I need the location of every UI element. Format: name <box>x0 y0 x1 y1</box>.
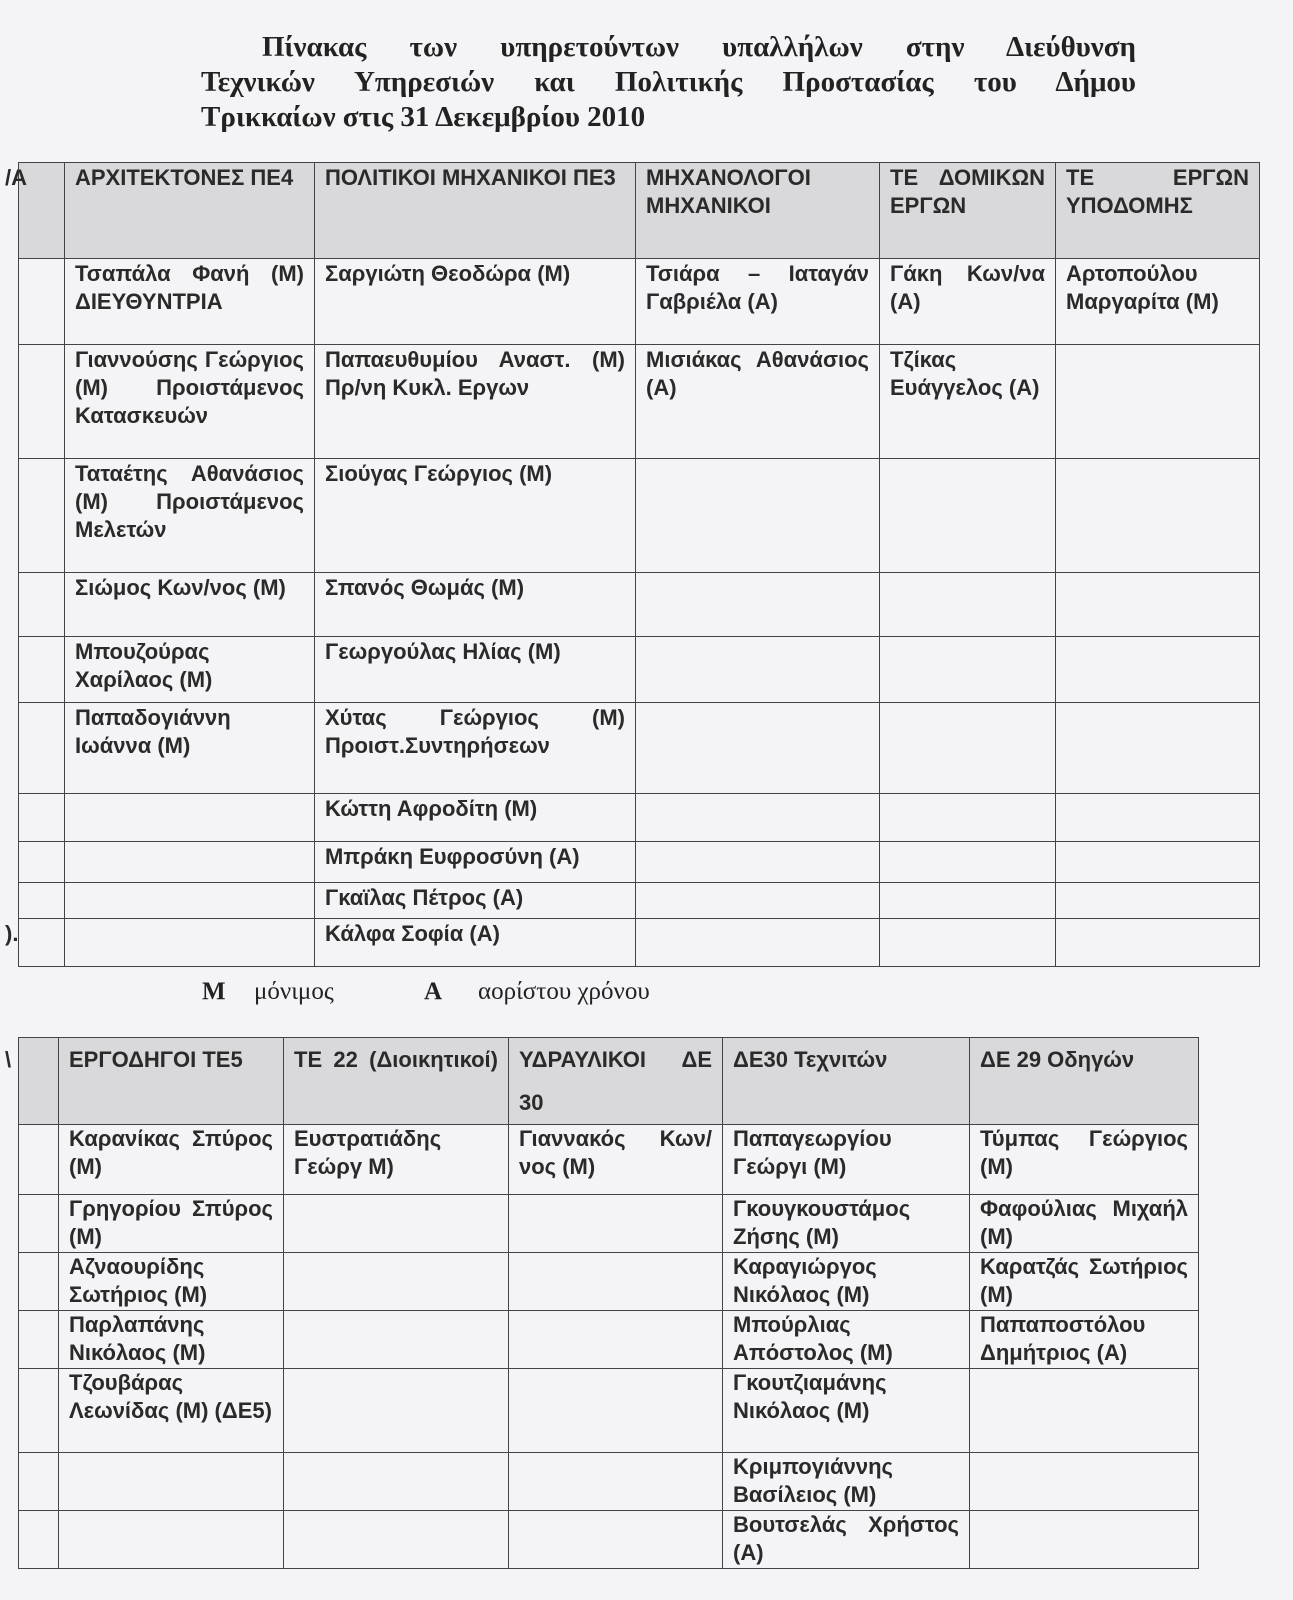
table-row <box>19 1311 1199 1369</box>
staff-table-technicians <box>5 1037 1199 1569</box>
legend-a-code: Α <box>424 978 443 1005</box>
table-row <box>19 1511 1199 1569</box>
cell-architects: Σιώμος Κων/νος (Μ) <box>65 573 315 637</box>
header-architects: ΑΡΧΙΤΕΚΤΟΝΕΣ ΠΕ4 <box>65 163 315 259</box>
cell-number <box>19 345 65 459</box>
cell-foremen <box>59 1511 284 1569</box>
cell-number <box>19 883 65 919</box>
cell-civil-engineers: Σπανός Θωμάς (Μ) <box>315 573 636 637</box>
cell-de30-technicians: Καραγιώργος Νικόλαος (Μ) <box>723 1253 970 1311</box>
cell-te-infrastructure <box>1056 573 1260 637</box>
cell-de29-drivers: Καρατζάς Σωτήριος (Μ) <box>970 1253 1199 1311</box>
cell-de30-technicians: Βουτσελάς Χρήστος (Α) <box>723 1511 970 1569</box>
title-line-3: Τρικκαίων στις 31 Δεκεμβρίου 2010 <box>201 101 646 133</box>
table-row <box>19 1453 1199 1511</box>
cell-de30-technicians: Γκουτζιαμάνης Νικόλαος (Μ) <box>723 1369 970 1453</box>
header-de30-technicians: ΔΕ30 Τεχνιτών <box>723 1038 970 1125</box>
cell-mechanical-engineers <box>636 842 880 883</box>
cell-mechanical-engineers <box>636 919 880 967</box>
cell-number <box>19 1125 59 1195</box>
header-foremen: ΕΡΓΟΔΗΓΟΙ ΤΕ5 <box>59 1038 284 1125</box>
cell-number <box>19 1453 59 1511</box>
cell-te-building <box>880 573 1056 637</box>
cell-plumbers <box>509 1195 723 1253</box>
cell-te22-admin <box>284 1453 509 1511</box>
cell-plumbers <box>509 1369 723 1453</box>
row-number: /Α <box>5 165 27 190</box>
cell-number <box>19 1195 59 1253</box>
cell-architects <box>65 919 315 967</box>
cell-plumbers <box>509 1453 723 1511</box>
cell-civil-engineers: Μπράκη Ευφροσύνη (Α) <box>315 842 636 883</box>
cell-te22-admin <box>284 1311 509 1369</box>
cell-civil-engineers: Παπαευθυμίου Αναστ. (Μ) Πρ/νη Κυκλ. Εργων <box>315 345 636 459</box>
table-row <box>19 883 1260 919</box>
cell-mechanical-engineers <box>636 703 880 794</box>
cell-de30-technicians: Κριμπογιάννης Βασίλειος (Μ) <box>723 1453 970 1511</box>
table-row <box>19 637 1260 703</box>
cell-te-building: Γάκη Κων/να (Α) <box>880 259 1056 345</box>
cell-architects: Ταταέτης Αθανάσιος (Μ) Προιστάμενος Μελετών <box>65 459 315 573</box>
cell-te-infrastructure <box>1056 345 1260 459</box>
cell-number <box>19 1253 59 1311</box>
cell-civil-engineers: Γεωργούλας Ηλίας (Μ) <box>315 637 636 703</box>
cell-civil-engineers: Σιούγας Γεώργιος (Μ) <box>315 459 636 573</box>
table-row <box>19 842 1260 883</box>
header-te-building: ΤΕ ΔΟΜΙΚΩΝ ΕΡΓΩΝ <box>880 163 1056 259</box>
cell-te22-admin <box>284 1195 509 1253</box>
cell-de30-technicians: Παπαγεωργίου Γεώργι (Μ) <box>723 1125 970 1195</box>
cell-de29-drivers: Τύμπας Γεώργιος (Μ) <box>970 1125 1199 1195</box>
cell-architects: Παπαδογιάννη Ιωάννα (Μ) <box>65 703 315 794</box>
cell-mechanical-engineers <box>636 459 880 573</box>
table-row <box>19 1125 1199 1195</box>
table-row <box>19 259 1260 345</box>
cell-architects: Μπουζούρας Χαρίλαος (Μ) <box>65 637 315 703</box>
cell-architects <box>65 794 315 842</box>
cell-number <box>19 794 65 842</box>
cell-foremen: Γρηγορίου Σπύρος (Μ) <box>59 1195 284 1253</box>
cell-number <box>19 637 65 703</box>
header-te22-admin: ΤΕ 22 (Διοικητικοί) <box>284 1038 509 1125</box>
cell-number <box>19 703 65 794</box>
cell-number <box>19 259 65 345</box>
cell-te-infrastructure <box>1056 842 1260 883</box>
header-de29-drivers: ΔΕ 29 Οδηγών <box>970 1038 1199 1125</box>
title-line-2: Τεχνικών Υπηρεσιών και Πολιτικής Προστασίας του Δήμου <box>201 66 1136 98</box>
table-row <box>19 1195 1199 1253</box>
cell-te22-admin: Ευστρατιάδης Γεώργ Μ) <box>284 1125 509 1195</box>
cell-plumbers <box>509 1253 723 1311</box>
header-mechanical-engineers: ΜΗΧΑΝΟΛΟΓΟΙ ΜΗΧΑΝΙΚΟΙ <box>636 163 880 259</box>
cell-mechanical-engineers <box>636 637 880 703</box>
cell-foremen: Παρλαπάνης Νικόλαος (Μ) <box>59 1311 284 1369</box>
cell-de29-drivers <box>970 1511 1199 1569</box>
header-row <box>19 163 1260 259</box>
cell-mechanical-engineers <box>636 573 880 637</box>
cell-number <box>19 1311 59 1369</box>
table-row <box>19 573 1260 637</box>
cell-te-building: Τζίκας Ευάγγελος (Α) <box>880 345 1056 459</box>
cell-number <box>19 842 65 883</box>
cell-civil-engineers: Σαργιώτη Θεοδώρα (Μ) <box>315 259 636 345</box>
cell-civil-engineers: Χύτας Γεώργιος (Μ) Προιστ.Συντηρήσεων <box>315 703 636 794</box>
cell-te-infrastructure <box>1056 637 1260 703</box>
legend-m-text: μόνιμος <box>254 978 334 1005</box>
cell-number <box>19 573 65 637</box>
table-row <box>19 703 1260 794</box>
cell-number <box>19 459 65 573</box>
cell-foremen <box>59 1453 284 1511</box>
cell-te-infrastructure: Αρτοπούλου Μαργαρίτα (Μ) <box>1056 259 1260 345</box>
cell-te-infrastructure <box>1056 883 1260 919</box>
cell-civil-engineers: Κάλφα Σοφία (Α) <box>315 919 636 967</box>
table-row <box>19 345 1260 459</box>
cell-civil-engineers: Κώττη Αφροδίτη (Μ) <box>315 794 636 842</box>
cell-te-building <box>880 794 1056 842</box>
table-row <box>19 794 1260 842</box>
table-row <box>19 919 1260 967</box>
header-row <box>19 1038 1199 1125</box>
cell-architects <box>65 883 315 919</box>
staff-table-engineers <box>5 162 1260 967</box>
cell-plumbers <box>509 1311 723 1369</box>
header-plumbers: ΥΔΡΑΥΛΙΚΟΙ ΔΕ 30 <box>509 1038 723 1125</box>
cell-architects: Τσαπάλα Φανή (Μ) ΔΙΕΥΘΥΝΤΡΙΑ <box>65 259 315 345</box>
cell-te-building <box>880 459 1056 573</box>
cell-de29-drivers <box>970 1369 1199 1453</box>
cell-te-building <box>880 842 1056 883</box>
cell-mechanical-engineers: Τσιάρα – Ιαταγάν Γαβριέλα (Α) <box>636 259 880 345</box>
cell-plumbers <box>509 1511 723 1569</box>
cell-te-building <box>880 637 1056 703</box>
cell-de29-drivers: Παπαποστόλου Δημήτριος (Α) <box>970 1311 1199 1369</box>
row-number: \ <box>5 1047 12 1072</box>
cell-number <box>5 919 65 967</box>
table-row <box>19 1369 1199 1453</box>
cell-te-infrastructure <box>1056 459 1260 573</box>
cell-plumbers: Γιαννακός Κων/νος (Μ) <box>509 1125 723 1195</box>
header-te-infrastructure: ΤΕ ΕΡΓΩΝ ΥΠΟΔΟΜΗΣ <box>1056 163 1260 259</box>
cell-de30-technicians: Γκουγκουστάμος Ζήσης (Μ) <box>723 1195 970 1253</box>
cell-te-building <box>880 919 1056 967</box>
cell-te22-admin <box>284 1369 509 1453</box>
cell-te22-admin <box>284 1253 509 1311</box>
cell-de30-technicians: Μπούρλιας Απόστολος (Μ) <box>723 1311 970 1369</box>
cell-foremen: Τζουβάρας Λεωνίδας (Μ) (ΔΕ5) <box>59 1369 284 1453</box>
cell-foremen: Καρανίκας Σπύρος (Μ) <box>59 1125 284 1195</box>
title-line-1: Πίνακας των υπηρετούντων υπαλλήλων στην Διεύθυνση <box>262 31 1136 63</box>
legend-m-code: Μ <box>202 978 226 1005</box>
header-civil-engineers: ΠΟΛΙΤΙΚΟΙ ΜΗΧΑΝΙΚΟΙ ΠΕ3 <box>315 163 636 259</box>
header-number <box>5 1038 59 1125</box>
cell-te22-admin <box>284 1511 509 1569</box>
legend-a-text: αορίστου χρόνου <box>478 978 650 1005</box>
cell-te-infrastructure <box>1056 703 1260 794</box>
cell-te-infrastructure <box>1056 794 1260 842</box>
row-number: ). <box>5 921 19 946</box>
cell-number <box>19 1369 59 1453</box>
cell-civil-engineers: Γκαϊλας Πέτρος (Α) <box>315 883 636 919</box>
header-number <box>5 163 65 259</box>
cell-architects: Γιαννούσης Γεώργιος (Μ) Προιστάμενος Κατασκευών <box>65 345 315 459</box>
cell-architects <box>65 842 315 883</box>
cell-foremen: Αζναουρίδης Σωτήριος (Μ) <box>59 1253 284 1311</box>
cell-number <box>19 1511 59 1569</box>
cell-te-building <box>880 883 1056 919</box>
cell-mechanical-engineers <box>636 883 880 919</box>
cell-te-infrastructure <box>1056 919 1260 967</box>
cell-mechanical-engineers <box>636 794 880 842</box>
cell-te-building <box>880 703 1056 794</box>
table-row <box>19 459 1260 573</box>
table-row <box>19 1253 1199 1311</box>
cell-de29-drivers: Φαφούλιας Μιχαήλ (Μ) <box>970 1195 1199 1253</box>
cell-mechanical-engineers: Μισιάκας Αθανάσιος (Α) <box>636 345 880 459</box>
cell-de29-drivers <box>970 1453 1199 1511</box>
